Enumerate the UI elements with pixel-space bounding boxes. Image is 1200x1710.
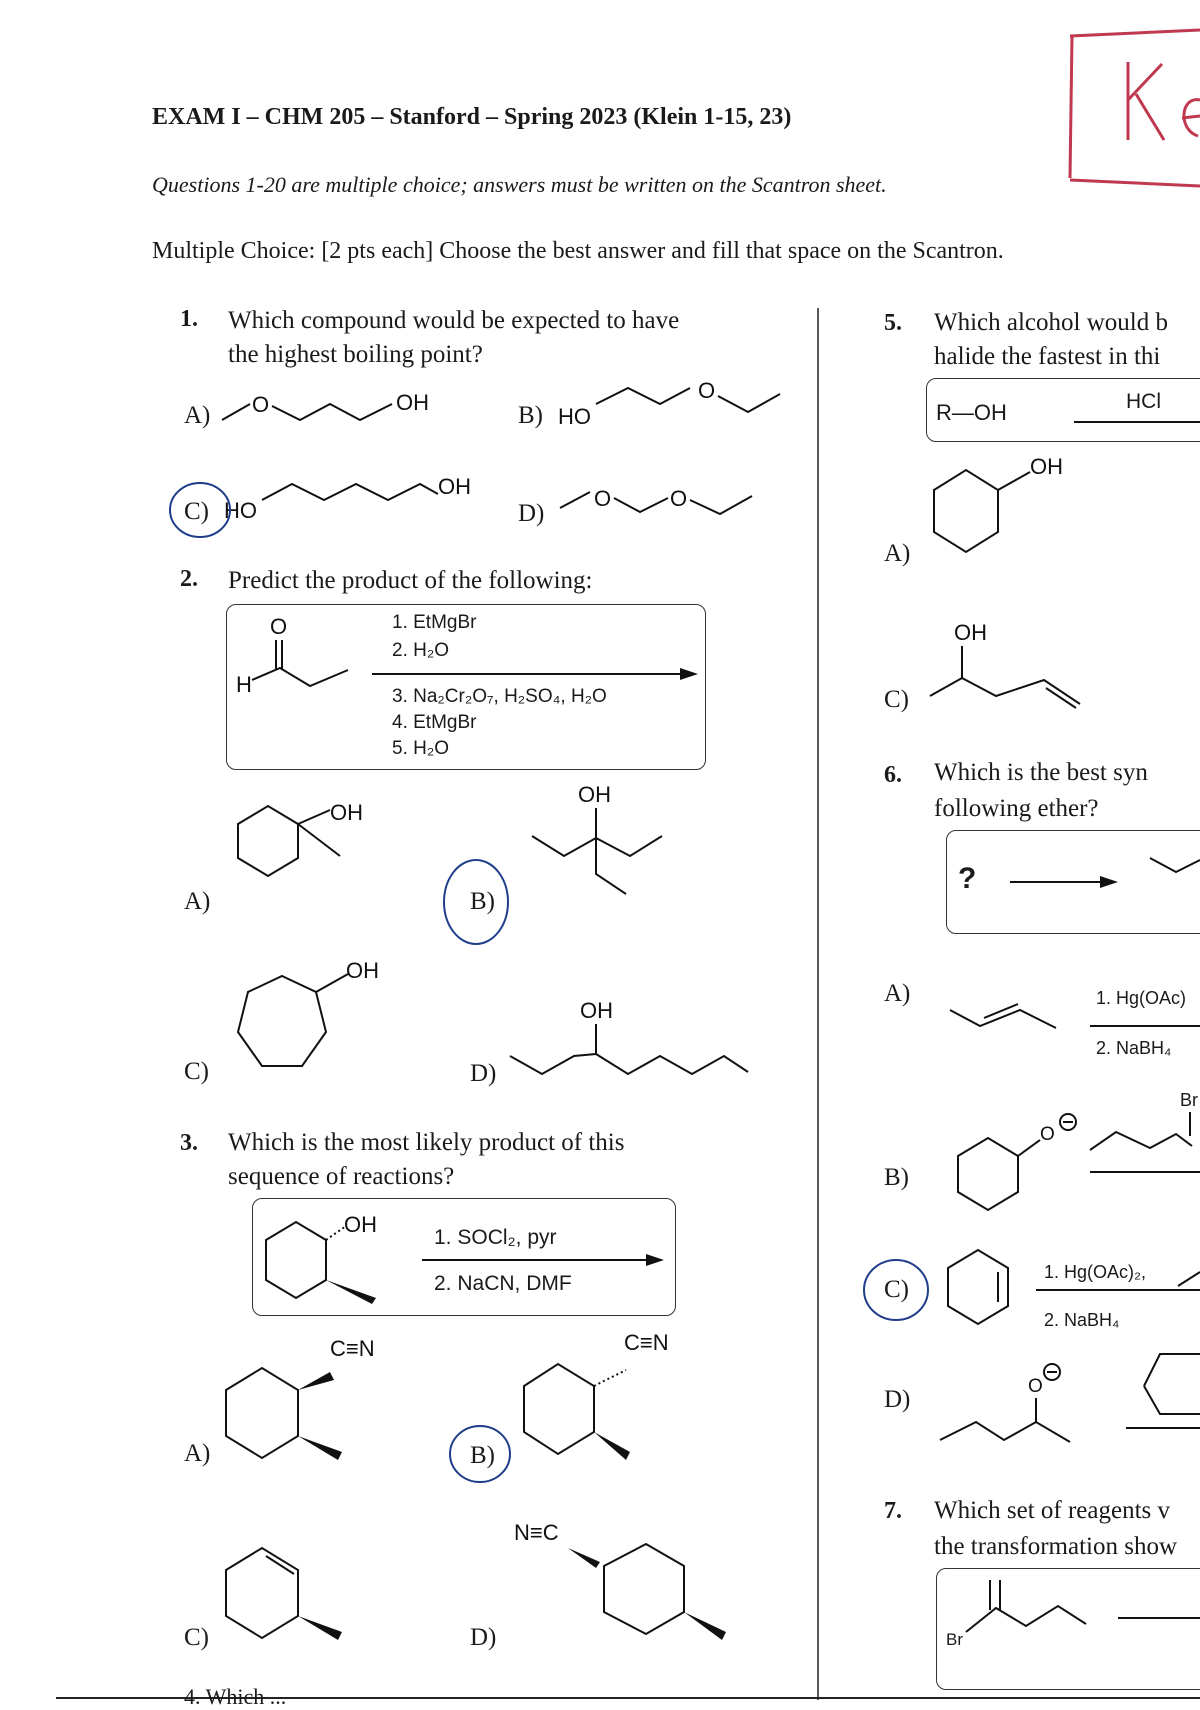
option-c-reagent-2: 2. NaBH₄ <box>1044 1310 1120 1330</box>
oxygen-label: O <box>270 614 288 639</box>
hydroxyl-label: OH <box>346 958 379 983</box>
reagent-label: HCl <box>1126 390 1161 413</box>
question-number: 6. <box>884 762 902 788</box>
question-number: 3. <box>180 1130 198 1156</box>
hydroxyl-label: OH <box>438 474 471 499</box>
hydroxyl-label: HO <box>224 498 257 523</box>
option-a-label[interactable]: A) <box>184 888 211 915</box>
oxygen-label: O <box>594 486 612 511</box>
hydroxyl-label: OH <box>1030 454 1063 479</box>
option-a-label[interactable]: A) <box>184 1440 211 1467</box>
option-d-label[interactable]: D) <box>884 1386 911 1413</box>
reagent-step-3: 3. Na₂Cr₂O₇, H₂SO₄, H₂O <box>392 686 607 707</box>
reagent-step-1: 1. SOCl₂, pyr <box>434 1226 557 1249</box>
option-a-label[interactable]: A) <box>184 402 211 429</box>
exam-title: EXAM I – CHM 205 – Stanford – Spring 2023 (Klein 1-15, 23) <box>152 104 792 130</box>
hydrogen-label: H <box>236 672 252 697</box>
option-c-label[interactable]: C) <box>884 1276 909 1303</box>
option-a-reagent-2: 2. NaBH₄ <box>1096 1038 1172 1058</box>
hydroxyl-label: OH <box>344 1212 377 1237</box>
option-d-label[interactable]: D) <box>470 1624 497 1651</box>
nitrile-label: C≡N <box>624 1330 669 1355</box>
option-c-label[interactable]: C) <box>884 686 909 713</box>
option-c-label[interactable]: C) <box>184 498 209 525</box>
option-a-reagent-1: 1. Hg(OAc) <box>1096 988 1187 1008</box>
question-text: the transformation show <box>934 1533 1178 1560</box>
oxygen-label: O <box>1040 1124 1055 1145</box>
reagent-step-4: 4. EtMgBr <box>392 712 477 733</box>
question-text: halide the fastest in thi <box>934 343 1161 370</box>
hydroxyl-label: OH <box>954 620 987 645</box>
oxygen-label: O <box>670 486 688 511</box>
option-b-label[interactable]: B) <box>470 888 495 915</box>
question-number: 5. <box>884 310 902 336</box>
question-text: Predict the product of the following: <box>228 567 593 594</box>
hydroxyl-label: OH <box>578 782 611 807</box>
bromine-label: Br <box>946 1630 963 1649</box>
multiple-choice-instructions: Multiple Choice: [2 pts each] Choose the best answer and fill that space on the Scantron. <box>152 238 1004 264</box>
option-b-label[interactable]: B) <box>470 1442 495 1469</box>
reactant-label: R—OH <box>936 400 1007 425</box>
question-number: 7. <box>884 1498 902 1524</box>
nitrile-label: C≡N <box>330 1336 375 1361</box>
option-d-label[interactable]: D) <box>470 1060 497 1087</box>
question-text: the highest boiling point? <box>228 341 483 368</box>
oxygen-label: O <box>1028 1376 1043 1397</box>
hydroxyl-label: HO <box>558 404 591 429</box>
option-a-label[interactable]: A) <box>884 540 911 567</box>
oxygen-label: O <box>252 392 270 417</box>
reagent-step-2: 2. H₂O <box>392 640 449 661</box>
option-c-label[interactable]: C) <box>184 1058 209 1085</box>
bromine-label: Br <box>1180 1090 1198 1110</box>
option-b-label[interactable]: B) <box>518 402 543 429</box>
question-text: following ether? <box>934 795 1099 822</box>
option-c-reagent-1: 1. Hg(OAc)₂, <box>1044 1262 1147 1282</box>
option-c-label[interactable]: C) <box>184 1624 209 1651</box>
hydroxyl-label: OH <box>580 998 613 1023</box>
hydroxyl-label: OH <box>330 800 363 825</box>
question-text: Which set of reagents v <box>934 1497 1171 1524</box>
question-text: Which is the best syn <box>934 759 1148 786</box>
question-text: sequence of reactions? <box>228 1163 455 1190</box>
question-text: Which alcohol would b <box>934 309 1168 336</box>
question-text: Which compound would be expected to have <box>228 307 680 334</box>
option-a-label[interactable]: A) <box>884 980 911 1007</box>
nitrile-label: N≡C <box>514 1520 559 1545</box>
option-b-label[interactable]: B) <box>884 1164 909 1191</box>
reagent-step-2: 2. NaCN, DMF <box>434 1272 572 1295</box>
question-text: Which is the most likely product of this <box>228 1129 625 1156</box>
option-d-label[interactable]: D) <box>518 500 545 527</box>
unknown-reactant: ? <box>958 862 977 895</box>
oxygen-label: O <box>698 378 716 403</box>
hydroxyl-label: OH <box>396 390 429 415</box>
reagent-step-1: 1. EtMgBr <box>392 612 477 633</box>
question-number: 1. <box>180 306 198 332</box>
question-number: 2. <box>180 566 198 592</box>
question-4-partial: 4. Which ... <box>184 1684 287 1709</box>
exam-instructions: Questions 1-20 are multiple choice; answers must be written on the Scantron sheet. <box>152 172 887 197</box>
reagent-step-5: 5. H₂O <box>392 738 449 759</box>
